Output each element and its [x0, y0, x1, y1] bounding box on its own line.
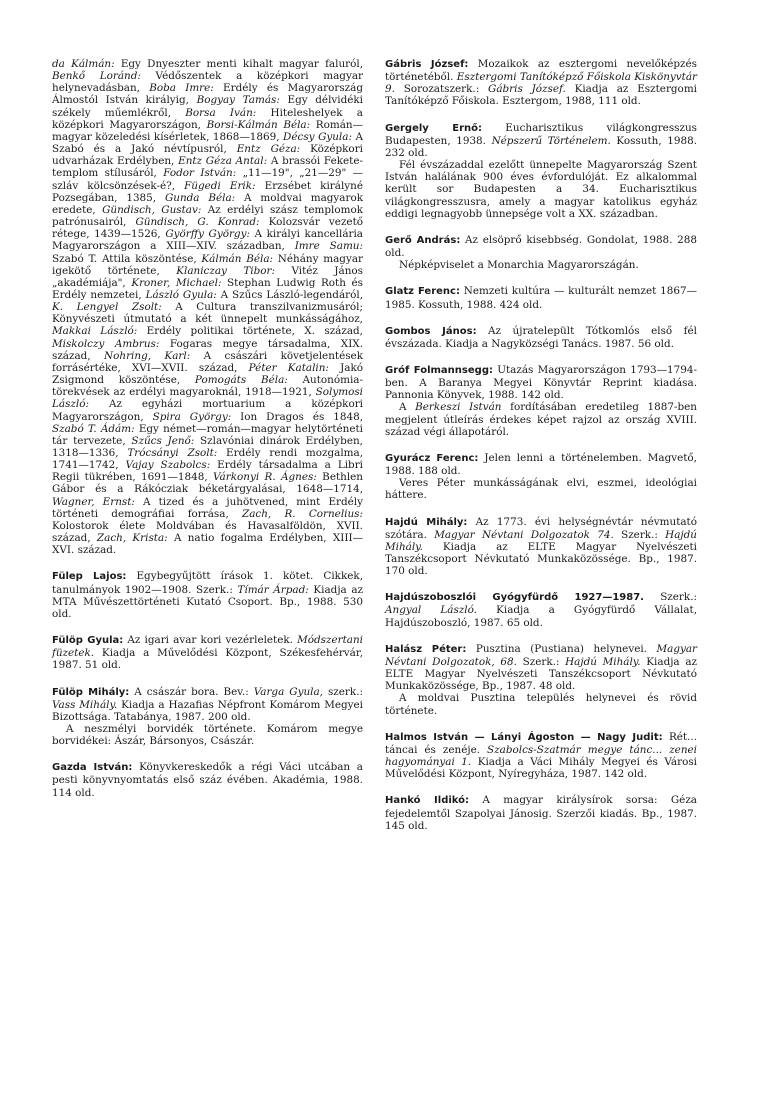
- bibliography-entry: [385, 364, 697, 438]
- italic-text: Szűcs Jenő:: [131, 434, 195, 447]
- entry-text: Fél évszázaddal ezelőtt ünnepelte Magyarország Szent István halálának 900 éves évfordulóját. Ez alkalommal került sor Budapesten a 34. Eucharisztikus világkongresszusra, amely a magyar katolikus egyház eddigi legnagyobb ünnepsége volt a XX. században.: [385, 159, 697, 220]
- entry-text: Kiadja a Gyógyfürdő Vállalat, Hajdúszoboszló, 1987. 65 old.: [385, 604, 698, 629]
- entry-text: Erdély politikai története, X. század,: [137, 325, 363, 338]
- italic-text: Esztergomi Tanítóképző Főiskola Kiskönyvtár 9.: [385, 71, 697, 96]
- entry-author: Halmos István — Lányi Ágoston — Nagy Judit:: [385, 731, 663, 743]
- entry-text: Eucharisztikus világkongresszus Budapesten, 1938.: [385, 121, 697, 147]
- italic-text: Entz Géza:: [236, 143, 301, 156]
- entry-author: Gyurácz Ferenc:: [385, 452, 479, 464]
- bibliography-entry: [385, 234, 697, 271]
- entry-author: Fülöp Gyula:: [52, 635, 124, 647]
- italic-text: Szabó T. Ádám:: [52, 422, 135, 435]
- entry-text: Hiteleshelyek a középkori Magyarországon,: [52, 106, 363, 131]
- entry-author: Gergely Ernő:: [385, 122, 483, 134]
- entry-author: Halász Péter:: [385, 643, 467, 655]
- entry-citation: [52, 761, 363, 798]
- entry-author: Gerő András:: [385, 234, 461, 246]
- italic-text: Vajay Szabolcs:: [125, 459, 211, 472]
- bibliography-entry: [52, 570, 363, 620]
- entry-text: A császári követjelentések forrásértéke, XVI—XVII. század,: [52, 349, 363, 374]
- bibliography-entry: [52, 761, 363, 798]
- bibliography-entry: [385, 285, 697, 310]
- entry-annotation: [385, 477, 697, 501]
- italic-text: Pomogáts Béla:: [194, 374, 288, 387]
- entry-text: Erdély társadalma a Libri Regii tükrében, 1691—1848,: [52, 459, 363, 484]
- entry-text: Középkori udvarházak Erdélyben,: [52, 143, 363, 168]
- entry-annotation: [385, 692, 697, 716]
- entry-text: Kiadja az ELTE Magyar Nyelvészeti Tanszékcsoport Névkutató Munkaközössége. Bp., 1987. 170 old.: [385, 540, 697, 578]
- entry-author: Gombos János:: [385, 325, 477, 337]
- entry-text: A moldvai magyarok eredete,: [52, 191, 364, 216]
- entry-author: Hankó Ildikó:: [385, 795, 470, 807]
- bibliography-entry: [385, 591, 697, 628]
- entry-author: Gábris József:: [385, 59, 469, 70]
- bibliography-entry: [385, 794, 697, 831]
- entry-text: Kiadja a Művelődési Központ, Székesfehérvár, 1987. 51 old.: [52, 647, 363, 672]
- entry-text: Erdély és Magyarország Álmostól István királyig,: [52, 82, 363, 107]
- italic-text: K. Lengyel Zsolt:: [52, 301, 162, 314]
- entry-author: Hajdúszoboszlói Gyógyfürdő 1927—1987.: [385, 592, 644, 604]
- italic-text: László Gyula:: [145, 288, 217, 301]
- entry-text: Könyvkereskedők a régi Váci utcában a pesti könyvnyomtatás első száz évében. Akadémia, 1988. 114 old.: [52, 761, 363, 799]
- entry-text: Jakó Zsigmond köszöntése,: [52, 361, 363, 387]
- italic-text: Zach, Krista:: [96, 532, 168, 545]
- entry-text: Egy német—román—magyar helytörténeti tár tervezete,: [52, 422, 363, 447]
- entry-text: A Szabó és a Jakó névtípusról,: [52, 130, 363, 156]
- italic-text: Imre Samu:: [294, 240, 363, 253]
- entry-text: Kiadja az MTA Művészettörténeti Kutató Csoport. Bp., 1988. 530 old.: [52, 583, 363, 620]
- italic-text: Borsa Iván:: [185, 106, 257, 119]
- entry-citation: [385, 58, 697, 108]
- entry-text: Az újratelepült Tótkomlós első fél évszázada. Kiadja a Nagyközségi Tanács. 1987. 56 old.: [385, 324, 697, 350]
- italic-text: Gündisch, Gustav:: [102, 203, 202, 216]
- entry-text: Kiadja az ELTE Magyar Nyelvészeti Tanszékcsoport Névkutató Munkaközössége, Bp., 1987. 48 old.: [385, 655, 697, 693]
- italic-text: Tímár Árpad:: [237, 583, 309, 596]
- entry-text: A királyi kancellária Magyarországon a XIII—XIV. században,: [52, 228, 364, 253]
- italic-text: Fügedi Erik:: [184, 179, 256, 192]
- italic-text: Klaniczay Tibor:: [176, 264, 275, 277]
- italic-text: Györffy György:: [165, 228, 250, 241]
- entry-text: Román—magyar közeledési kísérletek, 1868—1869,: [52, 118, 364, 143]
- entry-citation: [385, 731, 697, 781]
- entry-text: A császár bora. Bev.:: [129, 685, 254, 698]
- entry-citation: [52, 570, 363, 620]
- entry-text: Az egyházi mortuarium a középkori Magyarországon,: [52, 398, 363, 423]
- entry-annotation: [385, 159, 697, 220]
- italic-text: Solymosi László:: [52, 386, 363, 411]
- entry-text: Vitéz János „akadémiája",: [52, 264, 363, 289]
- entry-citation: [385, 452, 697, 477]
- left-column: [52, 58, 363, 813]
- bibliography-entry: [385, 58, 697, 108]
- entry-text: Utazás Magyarországon 1793—1794-ben. A Baranya Megyei Könyvtár Reprint kiadása. Pannonia Könyvek, 1988. 142 old.: [385, 363, 697, 402]
- entry-text: Erdély rendi mozgalma, 1741—1742,: [52, 447, 363, 472]
- bibliography-entry: [385, 452, 697, 502]
- entry-text: Kiadja a Hazafias Népfront Komárom Megyei Bizottsága. Tatabánya, 1987. 200 old.: [52, 698, 363, 723]
- italic-text: Várkonyi R. Ágnes:: [213, 471, 317, 484]
- bibliography-entry: [52, 686, 363, 748]
- entry-text: Autonómia-törekvések az erdélyi magyaroknál, 1918—1921,: [52, 374, 363, 399]
- entry-text: Kolostorok élete Moldvában és Havasalföldön, XVII. század,: [52, 519, 363, 545]
- italic-text: Makkai László:: [52, 325, 138, 338]
- entry-text: Szlavóniai dinárok Erdélyben, 1318—1336,: [52, 434, 363, 459]
- entry-text: A neszmélyi borvidék története. Komárom megye borvidékei: Ászár, Bársonyos, Császár.: [52, 722, 363, 748]
- entry-author: Glatz Ferenc:: [385, 286, 460, 298]
- italic-text: Gündisch, G. Konrad:: [135, 216, 260, 229]
- italic-text: Boba Imre:: [149, 82, 214, 95]
- entry-annotation: [385, 401, 697, 437]
- entry-text: A: [399, 401, 416, 414]
- italic-text: da Kálmán:: [52, 58, 115, 70]
- italic-text: Hajdú Mihály.: [565, 655, 641, 668]
- entry-text: Stephan Ludwig Roth és Erdély nemzetei,: [52, 276, 363, 301]
- entry-paragraph: [52, 58, 363, 556]
- entry-author: Gazda István:: [52, 762, 133, 774]
- entry-citation: [385, 122, 697, 159]
- entry-text: szerk.:: [322, 685, 363, 698]
- bibliography-entry: [385, 731, 697, 781]
- entry-text: A brassói Fekete-templom stílusáról,: [52, 155, 363, 180]
- italic-text: Bogyay Tamás:: [196, 94, 280, 107]
- entry-citation: [385, 643, 697, 693]
- right-column: [385, 58, 697, 846]
- italic-text: Népszerű Történelem.: [491, 134, 611, 147]
- entry-text: Ion Dragos és 1848,: [231, 410, 363, 423]
- entry-text: Kolozsvár vezető rétege, 1439—1526,: [52, 216, 364, 241]
- italic-text: Wagner, Ernst:: [52, 495, 135, 508]
- entry-text: Néhány magyar igekötő története,: [52, 252, 363, 277]
- entry-text: Erzsébet királyné Pozsegában, 1385,: [52, 179, 363, 204]
- entry-citation: [52, 634, 363, 671]
- italic-text: Angyal László.: [385, 604, 477, 617]
- italic-text: Entz Géza Antal:: [178, 155, 268, 168]
- entry-text: fordításában eredetileg 1887-ben megjelent útleírás érdekes képet rajzol az ország XVIII. század végi állapotáról.: [385, 401, 698, 438]
- entry-text: Védőszentek a középkori magyar helynevadásban,: [52, 70, 363, 95]
- entry-text: Bethlen Gábor és a Rákócziak béketárgyalásai, 1648—1714,: [52, 471, 363, 496]
- entry-author: Gróf Folmannsegg:: [385, 364, 493, 376]
- entry-citation: [385, 516, 697, 578]
- entry-text: A tized és a juhötvened, mint Erdély történeti demográfiai forrása,: [52, 495, 363, 520]
- entry-text: Mozaikok az esztergomi nevelőképzés történetéből.: [385, 58, 697, 84]
- italic-text: Varga Gyula,: [253, 685, 323, 698]
- entry-text: Az 1773. évi helységnévtár névmutató szótára.: [385, 515, 697, 541]
- entry-author: Fülep Lajos:: [52, 571, 127, 583]
- italic-text: Fodor István:: [163, 167, 237, 180]
- continued-entry: [52, 58, 363, 556]
- entry-text: Jelen lenni a történelemben. Magvető, 1988. 188 old.: [385, 451, 697, 478]
- entry-text: Kossuth, 1988. 232 old.: [385, 134, 698, 159]
- entry-text: Az elsöprő kisebbség. Gondolat, 1988. 288 old.: [385, 233, 697, 260]
- entry-text: Veres Péter munkásságának elvi, eszmei, ideológiai háttere.: [385, 477, 697, 502]
- italic-text: Berkeszi István: [415, 401, 502, 414]
- italic-text: Miskolczy Ambrus:: [52, 337, 160, 350]
- entry-text: Az erdélyi szász templomok patrónusairól,: [52, 203, 363, 229]
- entry-text: Fogaras megye társadalma, XIX. század,: [52, 337, 363, 362]
- italic-text: Hajdú Mihály.: [385, 528, 697, 553]
- entry-citation: [385, 234, 697, 259]
- italic-text: Gábris József.: [488, 83, 566, 96]
- entry-text: „11—19", „21—29" — szláv kölcsönzések-é?,: [52, 167, 363, 192]
- bibliography-entry: [385, 122, 697, 220]
- bibliography-entry: [385, 325, 697, 350]
- italic-text: Péter Katalin:: [248, 361, 329, 374]
- italic-text: Módszertani füzetek.: [52, 634, 363, 660]
- entry-text: Szerk.:: [643, 591, 697, 604]
- entry-text: A moldvai Pusztina település helynevei és rövid története.: [385, 692, 697, 717]
- entry-text: Sorozatszerk.:: [394, 83, 489, 96]
- bibliography-entry: [385, 643, 697, 717]
- italic-text: Gunda Béla:: [164, 191, 236, 204]
- entry-text: Egy délvidéki székely műemlékről,: [52, 94, 364, 119]
- entry-text: Az igari avar kori vezérleletek.: [123, 634, 298, 647]
- entry-author: Hajdú Mihály:: [385, 516, 468, 528]
- italic-text: Magyar Névtani Dolgozatok, 68.: [385, 642, 698, 668]
- italic-text: Borsi-Kálmán Béla:: [206, 118, 311, 131]
- entry-text: Egy Dnyeszter menti kihalt magyar faluról,: [114, 58, 363, 70]
- entry-citation: [385, 794, 697, 831]
- entry-text: Egybegyűjtött írások 1. kötet. Cikkek, tanulmányok 1902—1908. Szerk.:: [52, 570, 363, 596]
- entry-text: Kiadja a Váci Mihály Megyei és Városi Művelődési Központ, Nyíregyháza, 1987. 142 old.: [385, 756, 697, 781]
- entry-annotation: [52, 723, 363, 747]
- entry-text: Szabó T. Attila köszöntése,: [52, 252, 202, 265]
- entry-citation: [385, 325, 697, 350]
- italic-text: Zach, R. Cornelius:: [242, 507, 364, 520]
- entry-text: A Cultura transzilvanizmusáról; Könyvészeti útmutató a két ünnepelt munkásságához,: [52, 301, 363, 326]
- entry-annotation: [385, 259, 697, 271]
- italic-text: Vass Mihály.: [52, 698, 118, 711]
- entry-text: Népképviselet a Monarchia Magyarországán.: [399, 259, 639, 272]
- entry-text: A magyar királysírok sorsa: Géza fejedelemtől Szapolyai Jánosig. Szerzői kiadás. Bp., 1987. 145 old.: [385, 794, 697, 832]
- entry-citation: [52, 686, 363, 723]
- entry-text: Pusztina (Pustiana) helynevei.: [466, 642, 657, 655]
- entry-text: A natio fogalma Erdélyben, XIII—XVI. század.: [52, 532, 363, 557]
- italic-text: Trócsányi Zsolt:: [127, 447, 218, 459]
- italic-text: Kálmán Béla:: [201, 252, 274, 265]
- bibliography-entry: [385, 516, 697, 578]
- entry-text: A Szűcs László-legendáról,: [216, 288, 363, 301]
- italic-text: Nohring, Karl:: [104, 349, 191, 362]
- entry-citation: [385, 285, 697, 310]
- entry-citation: [385, 591, 697, 628]
- bibliography-entry: [52, 634, 363, 671]
- entry-citation: [385, 364, 697, 401]
- entry-text: Nemzeti kultúra — kulturált nemzet 1867—1985. Kossuth, 1988. 424 old.: [385, 285, 697, 311]
- italic-text: Kroner, Michael:: [131, 276, 222, 289]
- italic-text: Décsy Gyula:: [283, 130, 352, 143]
- italic-text: Magyar Névtani Dolgozatok 74.: [434, 528, 614, 541]
- entry-text: Szerk.:: [516, 655, 566, 668]
- entry-text: Kiadja az Esztergomi Tanítóképző Főiskola. Esztergom, 1988, 111 old.: [385, 83, 697, 108]
- italic-text: Benkő Loránd:: [52, 70, 141, 83]
- entry-text: Rét... táncai és zenéje.: [385, 730, 697, 756]
- italic-text: Spira György:: [152, 410, 232, 423]
- italic-text: Szabolcs-Szatmár megye tánc... zenei hagyományai 1.: [385, 743, 697, 769]
- entry-text: Szerk.:: [613, 528, 666, 541]
- entry-author: Fülöp Mihály:: [52, 686, 130, 698]
